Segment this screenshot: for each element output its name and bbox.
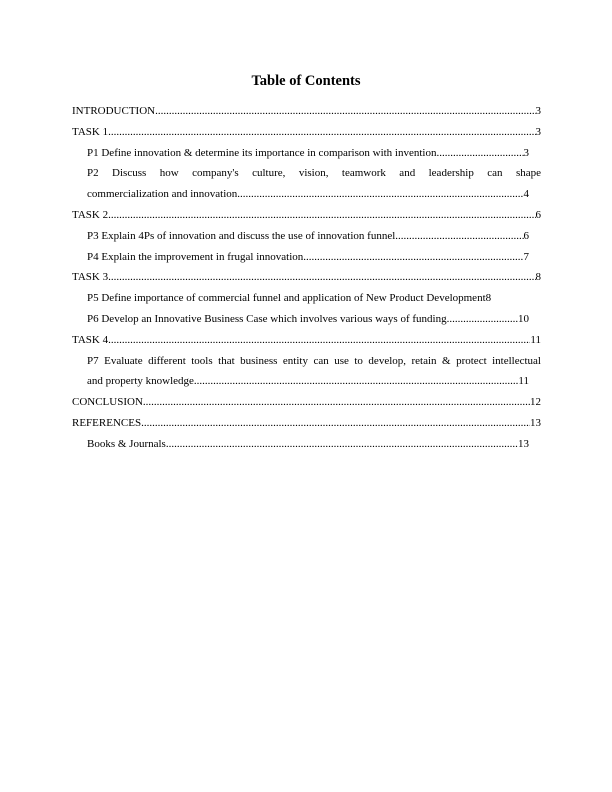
toc-entry-books-journals[interactable] bbox=[72, 434, 541, 455]
toc-page-number: 3 bbox=[535, 125, 541, 138]
toc-page-number: 3 bbox=[535, 105, 541, 117]
toc-page-number: 11 bbox=[518, 375, 529, 388]
toc-entry-p1[interactable] bbox=[72, 143, 541, 164]
toc-entry-p6[interactable] bbox=[72, 309, 541, 330]
toc-leader-dots bbox=[237, 184, 523, 205]
toc-leader-dots bbox=[108, 267, 535, 288]
toc-leader-dots bbox=[108, 330, 530, 351]
toc-leader-dots bbox=[437, 143, 524, 164]
toc-page-number: 12 bbox=[530, 396, 541, 409]
toc-entry-label-line1: P2 Discuss how company's culture, vision, teamwork and leadership can shape bbox=[87, 167, 541, 180]
toc-leader-dots bbox=[108, 122, 535, 143]
toc-entry-p3[interactable] bbox=[72, 226, 541, 247]
toc-entry-p2[interactable] bbox=[72, 163, 541, 205]
toc-page-number: 6 bbox=[523, 229, 529, 242]
toc-page-number: 4 bbox=[523, 188, 529, 201]
toc-leader-dots bbox=[141, 413, 530, 434]
toc-entry-label: TASK 3 bbox=[72, 271, 109, 284]
toc-entry-label: P1 Define innovation & determine its importance in comparison with invention bbox=[87, 146, 437, 159]
toc-leader-dots bbox=[303, 247, 523, 268]
toc-page-number: 13 bbox=[518, 437, 529, 450]
toc-entry-label: P6 Develop an Innovative Business Case which involves various ways of funding bbox=[87, 312, 447, 325]
toc-entry-label-line1: P7 Evaluate different tools that business entity can use to develop, retain & protect intellectual bbox=[87, 354, 541, 367]
toc-entry-task-3[interactable] bbox=[72, 267, 541, 288]
toc-entry-label-line2: commercialization and innovation bbox=[87, 188, 238, 201]
toc-entry-label: REFERENCES bbox=[72, 416, 142, 429]
toc-title: Table of Contents bbox=[251, 73, 361, 89]
toc-page-number: 8 bbox=[485, 292, 492, 305]
toc-page-number: 8 bbox=[535, 271, 541, 284]
toc-entry-label: P4 Explain the improvement in frugal innovation bbox=[87, 250, 304, 263]
toc-leader-dots bbox=[395, 226, 523, 247]
toc-page-number: 6 bbox=[535, 208, 541, 221]
toc-entry-label: TASK 1 bbox=[72, 125, 109, 138]
toc-entry-task-4[interactable] bbox=[72, 330, 541, 351]
toc-page-number: 3 bbox=[523, 146, 529, 159]
toc-page-number: 10 bbox=[518, 312, 529, 325]
toc-leader-dots bbox=[143, 392, 530, 413]
toc-entry-conclusion[interactable] bbox=[72, 392, 541, 413]
toc-entry-label: P5 Define importance of commercial funnel and application of New Product Development bbox=[87, 292, 486, 305]
toc-entry-references[interactable] bbox=[72, 413, 541, 434]
toc-leader-dots bbox=[166, 434, 518, 455]
toc-page-number: 7 bbox=[523, 250, 529, 263]
toc-list bbox=[72, 101, 541, 455]
toc-entry-p7[interactable] bbox=[72, 351, 541, 393]
toc-leader-dots bbox=[108, 205, 535, 226]
toc-entry-label-line2: and property knowledge bbox=[87, 375, 194, 388]
toc-entry-task-1[interactable] bbox=[72, 122, 541, 143]
toc-page-number: 13 bbox=[530, 416, 541, 429]
toc-entry-label: Books & Journals bbox=[87, 437, 166, 450]
toc-entry-introduction[interactable] bbox=[72, 101, 541, 122]
toc-entry-label: P3 Explain 4Ps of innovation and discuss the use of innovation funnel bbox=[87, 229, 396, 242]
toc-leader-dots bbox=[194, 371, 518, 392]
toc-entry-label: CONCLUSION bbox=[72, 396, 143, 409]
toc-page-number: 11 bbox=[530, 333, 541, 346]
toc-leader-dots bbox=[447, 309, 518, 330]
toc-entry-p4[interactable] bbox=[72, 247, 541, 268]
toc-entry-label: TASK 2 bbox=[72, 208, 109, 221]
toc-entry-p5[interactable] bbox=[72, 288, 541, 309]
toc-entry-label: TASK 4 bbox=[72, 333, 109, 346]
toc-entry-label: INTRODUCTION bbox=[72, 105, 156, 117]
toc-entry-task-2[interactable] bbox=[72, 205, 541, 226]
toc-leader-dots bbox=[155, 101, 535, 122]
